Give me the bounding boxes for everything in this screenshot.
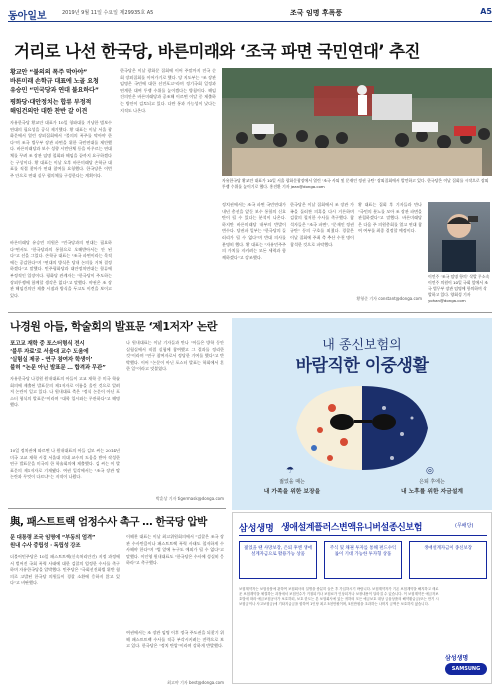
story1-byline: 황형준 기자 constant@donga.com [356, 296, 422, 301]
story2-col2: 나 원내대표는 이날 기자들과 만나 "아들은 방학 동안 실험실에서 직접 실험에 참여했고 그 결과를 정리한 것"이라며 "연구 참여자로서 정당한 기여를 했다"고 반박했다. 이어 "논문이 아닌 포스터 발표는 학회에서 흔한 일"이라고 덧붙였다. [126, 340, 224, 372]
section-divider [8, 508, 226, 509]
ad-product-tag: (무배당) [455, 523, 474, 529]
ad-brand: 삼성생명 [239, 524, 274, 534]
coin-icon: ◎ [426, 466, 434, 476]
ad-divider [239, 535, 487, 536]
subhead: 황교안 “불의의 폭주 막아야” [10, 69, 88, 76]
story2-col1: 자유한국당 나경원 원내대표의 아들이 고교 재학 중 미국 학술회의에 제출된 발표문의 제1저자로 이름을 올린 것으로 알려져 논란이 일고 있다. 나 원내대표 측은 "정식 논문이 아닌 포스터 형식의 발표문"이라며 "대학 입시와는 무관하다"고 해명했다. [10, 376, 120, 408]
story1-col1: 자유한국당 황교안 대표가 10일 청와대를 겨냥한 범보수 연대의 필요성을 공식 제기했다. 황 대표는 이날 서울 광화문에서 열린 장외집회에서 "불의의 폭주를 막아야 한다"며 조국 법무부 장관 파면을 위한 국민연대를 제안했다. 바른미래당과 보수 성향 시민단체 등을 아우르는 연대체를 꾸려 조 장관 임명 철회와 해임을 끝까지 요구하겠다는 구상이다. 황 대표는 이날 오후 바른미래당 손학규 대표를 직접 찾아가 연대 참여를 요청했다. 한국당은 이번 주 안으로 연대 실무 협의체를 구성한다는 계획이다. [10, 120, 112, 178]
subhead: 불허 “논문 아닌 발표문 … 합격과 무관” [10, 365, 106, 371]
mask-illustration [292, 378, 432, 478]
rally-photo-caption: 자유한국당 황교안 대표가 10일 서울 광화문광장에서 열린 ‘조국 사퇴 및 문재인 정권 규탄’ 장외집회에서 발언하고 있다. 한국당은 이날 집회를 시작으로 장외투쟁 수위를 높이기로 했다. 홍진환 기자 jean@donga.com [222, 178, 489, 189]
ad-headline-2: 바람직한 이중생활 [295, 356, 429, 376]
page-number: A5 [480, 7, 492, 16]
story3-col3: 여권에서는 조 장관 임명 이후 정국 주도권을 되찾기 위해 패스트트랙 수사를 적극 부각시키려는 전략으로 보고 있다. 한국당은 "정치 탄압"이라며 강하게 반발했다. [126, 630, 224, 649]
ad-right-caption-2: 내 노후를 위한 자금설계 [400, 489, 464, 495]
story1-col2: 한국당은 이날 광화문 집회에 이어 주말까지 전국 순회 장외집회를 이어가기로 했다. 당 지도부는 "조 장관 임명은 국민에 대한 선전포고"라며 정기국회 일정과 연계한 대여 투쟁 수위를 높이겠다는 방침이다. 해임건의안은 바른미래당과 공조해 이르면 이달 중 제출하는 방안이 검토되고 있다. 다만 통과 가능성이 낮다는 지적도 나온다. [120, 68, 216, 113]
ad-fine-print: 보험계약자는 보험상품에 관하여 보험회사의 설명을 충분히 들은 후 가입하시기 바랍니다. 보험계약자가 기존 보험계약을 해지하고 새로운 보험계약을 체결하는 과정에서 보험인수가 거절되거나 보험료가 인상되거나 보장내용이 달라질 수 있습니다. 이 보험계약은 예금자보호법에 따라 예금보험공사가 보호하되, 보호 한도는 본 보험회사에 있는 귀하의 모든 예금보호 대상 금융상품의 해약환급금(또는 만기 시 보험금이나 사고보험금)에 기타지급금을 합하여 1인당 최고 5천만원이며, 5천만원을 초과하는 나머지 금액은 보호하지 않습니다. [239, 587, 439, 606]
story2-subheads [10, 340, 120, 372]
rally-photo [222, 68, 492, 176]
ad-product-title: 생애설계플러스변액유니버설종신보험 [281, 523, 422, 533]
story1-col3: 정치권에서는 조국 파면 국민연대가 내년 총선을 앞둔 보수 통합의 신호탄이 될 수 있다는 분석이 나온다. 하지만 바른미래당 내부의 반발이 변수다. 당권파 일부는 "한국당의 들러리가 될 수 없다"며 반대 의사를 분명히 했다. 황 대표는 "자유민주주의 가치를 지키려는 모든 세력과 함께하겠다"고 강조했다. [222, 202, 286, 260]
story1-col1b: 바른미래당 유승민 의원은 "민국당과의 연대는 필요하다"면서도 "한국당과의 통합으로 오해받아서는 안 된다"고 선을 그었다. 손학규 대표는 "조국 파면이라는 목적에는 공감한다"며 "연대의 방식은 당내 논의를 거쳐 결정하겠다"고 말했다. 민주평화당과 대안정치연대는 합류에 부정적인 입장이다. 평화당 관계자는 "한국당이 주도하는 장외투쟁에 함께할 생각은 없다"고 말했다. 야권은 조 장관 해임건의안 제출 시점과 방식을 두고도 이견을 보이고 있다. [10, 240, 112, 298]
rally-photo-image [222, 68, 492, 176]
subhead: 원내 수사 중립성 · 독립성 강조 [10, 543, 81, 549]
story2-byline: 박훈상 기자 tigermask@donga.com [155, 496, 224, 501]
subhead: 유승민 “민국당과 연대 불요하다” [10, 87, 99, 94]
story3-byline: 최고야 기자 best@donga.com [167, 680, 224, 685]
ad-feature-box: 젊었을 땐 사망보장, 은퇴 후엔 생애설계자금으로 활용가능 상품 [239, 541, 317, 579]
subhead: 평화당·대안정치는 합류 부정적 [10, 99, 92, 106]
newspaper-logo: 동아일보 [8, 11, 47, 22]
subhead: 바른미래 손학규 대표에 노골 요청 [10, 78, 99, 85]
ad-headline-1: 내 종신보험의 [322, 338, 402, 353]
umbrella-icon: ☂ [286, 466, 295, 476]
story3-subheads [10, 534, 120, 550]
subhead: ‘블루 자료’로 서울대 교수 도움에 [10, 349, 89, 355]
ad-left-caption-2: 내 가족을 위한 보장을 [263, 489, 321, 495]
ad-left-caption-1: 젊었을 때는 [279, 479, 305, 485]
shaving-photo-caption: 이언주 ‘조국 임명 항의’ 삭발 무소속 이언주 의원이 10일 국회 앞에서 조국 법무부 장관 임명에 항의하며 삭발하고 있다. 양회성 기자 yohan@donga.com [428, 274, 490, 303]
samsung-life-ad [232, 512, 492, 684]
ad-logo-text: 삼성생명 [445, 655, 469, 662]
shaving-photo [428, 202, 490, 272]
story3-col1: 더불어민주당은 10일 패스트트랙(신속처리안건) 지정 과정에서 벌어진 국회 폭력 사태에 대한 검찰의 엄정한 수사를 촉구하며 자유한국당을 압박했다. 민주당은 "국회선진화법 위반 혐의로 고발된 한국당 의원들이 경찰 소환에 응하지 않고 있다"고 비판했다. [10, 554, 120, 586]
subhead: ‘실험실 제공 - 연구 참여자 학생이’ [10, 357, 93, 363]
story1-col5: 황 대표는 집회 후 기자들과 만나 "국민의 분노를 모아 조 장관 파면을 관철하겠다"고 말했다. 바른미래당은 다음 주 의원총회를 열고 연대 참여 여부를 최종 결정할 예정이다. [358, 202, 422, 234]
story2-col1b: 10일 정치권에 따르면 나 원내대표의 아들 김모 씨는 2014년 미국 고교 재학 시절 서울대 의대 교수의 도움을 받아 작성한 연구 발표문을 미국의 한 학술회의에 제출했다. 김 씨는 이 발표문의 제1저자로 기재됐다. 여권 일각에서는 "조국 장관 딸 논란과 무엇이 다르냐"는 지적이 나왔다. [10, 448, 120, 480]
subhead: 문 대통령 조국 임명에 “부동의 엄격” [10, 535, 96, 541]
shaving-photo-image [428, 202, 490, 272]
main-headline: 거리로 나선 한국당, 바른미래와 ‘조국 파면 국민연대’ 추진 [14, 42, 420, 61]
issue-date: 2019년 9월 11일 수요일 제29935호 A5 [62, 10, 154, 16]
ad-feature-box: 주식 및 채권 투자를 통해 펀드수익률이 기대 가능한 투자형 상품 [324, 541, 402, 579]
story1-subheads [10, 68, 112, 116]
section-divider [8, 312, 492, 313]
ad-feature-box: 생애설계자금이 종신보장 [409, 541, 487, 579]
story3-col2: 이해찬 대표는 이날 최고위원회의에서 "검찰은 조국 장관 수사만큼이나 패스트트랙 폭력 사태도 철저하게 수사해야 한다"며 "법 앞에 누구도 예외가 될 수 없다"고 말했다. 이인영 원내대표도 "한국당은 수사에 성실히 응하라"고 촉구했다. [126, 534, 224, 566]
story1-col4: 한국당은 이날 집회에서 조 장관 가족을 둘러싼 의혹을 다시 거론하며 검찰의 철저한 수사를 촉구했다. 참석자들은 "조국 파면", "문재인 정권 규탄" 등의 구호를 외쳤다. 경찰은 이날 집회에 주최 측 추산 수천 명이 참석한 것으로 파악했다. [290, 202, 354, 247]
insurance-ad [232, 318, 492, 510]
masthead [8, 6, 492, 22]
story2-headline: 나경원 아들, 학술회의 발표문 ‘제1저자’ 논란 [10, 320, 217, 333]
section-title: 조국 임명 후폭풍 [290, 9, 343, 17]
story3-headline: 與, 패스트트랙 엄정수사 촉구 … 한국당 압박 [10, 516, 207, 528]
subhead: 포고교 재학 중 포스터형식 전시 [10, 341, 85, 347]
samsung-logo: SAMSUNG [445, 663, 487, 675]
ad-right-caption-1: 은퇴 후에는 [419, 479, 445, 485]
subhead: 해임건의안 대한 찬반 갈 이견 [10, 108, 88, 115]
